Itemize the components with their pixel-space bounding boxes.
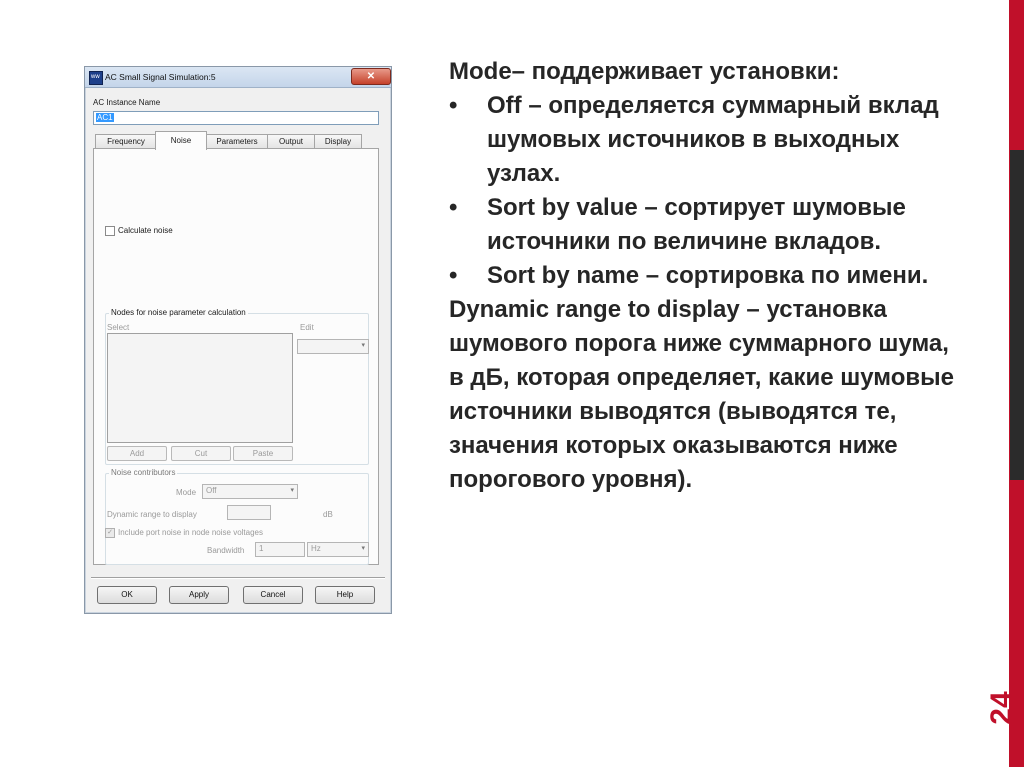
bullet-off-text: Off – определяется суммарный вклад шумовых источников в выходных узлах. — [487, 92, 939, 187]
nodes-group-title: Nodes for noise parameter calculation — [111, 308, 246, 317]
dynamic-range-label: Dynamic range to display — [107, 510, 197, 519]
db-unit-label: dB — [323, 510, 333, 519]
close-button[interactable]: ✕ — [351, 68, 391, 85]
calculate-noise-checkbox[interactable] — [105, 226, 115, 236]
bandwidth-value: 1 — [259, 544, 264, 553]
slide-body-text — [449, 55, 969, 497]
ac-simulation-dialog — [84, 66, 392, 614]
include-port-noise-checkbox[interactable]: ✓ — [105, 528, 115, 538]
app-icon-text: ww — [91, 74, 100, 80]
include-port-noise-label: Include port noise in node noise voltages — [118, 528, 263, 537]
mode-heading: Mode– поддерживает установки: — [449, 58, 840, 85]
button-separator — [91, 577, 385, 579]
edit-dropdown[interactable] — [297, 339, 369, 354]
bandwidth-input[interactable] — [255, 542, 305, 557]
nodes-select-list[interactable] — [107, 333, 293, 443]
slide-number: 24 — [985, 691, 1018, 725]
chevron-down-icon: ▾ — [361, 545, 365, 552]
mode-dropdown[interactable] — [202, 484, 298, 499]
dynamic-range-paragraph: Dynamic range to display – установка шумового порога ниже суммарного шума, в дБ, которая определяет, какие шумовые источники выводятся (выводятся те, значения которых оказываются ниже порогового уровня). — [449, 296, 954, 493]
bullet-symbol: • — [449, 262, 458, 289]
bullet-sort-by-name-text: Sort by name – сортировка по имени. — [487, 262, 929, 289]
unit-value: Hz — [311, 544, 321, 553]
app-icon — [89, 71, 103, 85]
dynamic-range-input[interactable] — [227, 505, 271, 520]
dark-accent-bar — [1010, 150, 1024, 480]
help-button[interactable]: Help — [315, 586, 375, 604]
bullet-sort-by-value-text: Sort by value – сортирует шумовые источники по величине вкладов. — [487, 194, 906, 255]
select-label: Select — [107, 323, 130, 332]
add-button[interactable]: Add — [107, 446, 167, 461]
tab-parameters[interactable]: Parameters — [206, 134, 268, 149]
ok-button[interactable]: OK — [97, 586, 157, 604]
dialog-title: AC Small Signal Simulation:5 — [105, 72, 216, 82]
bullet-sort-by-name — [449, 259, 969, 293]
chevron-down-icon: ▾ — [290, 487, 294, 494]
edit-label: Edit — [300, 323, 314, 332]
tab-noise[interactable]: Noise — [155, 131, 207, 150]
instance-name-input[interactable] — [93, 111, 379, 125]
title-bar — [85, 67, 391, 88]
mode-label: Mode — [176, 488, 197, 497]
bandwidth-unit-dropdown[interactable] — [307, 542, 369, 557]
paste-button[interactable]: Paste — [233, 446, 293, 461]
bandwidth-label: Bandwidth — [207, 546, 245, 555]
instance-name-label: AC Instance Name — [93, 98, 161, 107]
chevron-down-icon: ▾ — [361, 342, 365, 349]
noise-contributors-title: Noise contributors — [111, 468, 176, 477]
bullet-sort-by-value — [449, 191, 969, 259]
cut-button[interactable]: Cut — [171, 446, 231, 461]
tab-frequency[interactable]: Frequency — [95, 134, 157, 149]
bullet-off — [449, 89, 969, 191]
apply-button[interactable]: Apply — [169, 586, 229, 604]
tab-display[interactable]: Display — [314, 134, 362, 149]
tab-output[interactable]: Output — [267, 134, 315, 149]
calculate-noise-label: Calculate noise — [118, 226, 173, 235]
instance-name-value: AC1 — [97, 113, 113, 122]
mode-value: Off — [206, 486, 217, 495]
cancel-button[interactable]: Cancel — [243, 586, 303, 604]
bullet-symbol: • — [449, 194, 458, 221]
bullet-symbol: • — [449, 92, 458, 119]
